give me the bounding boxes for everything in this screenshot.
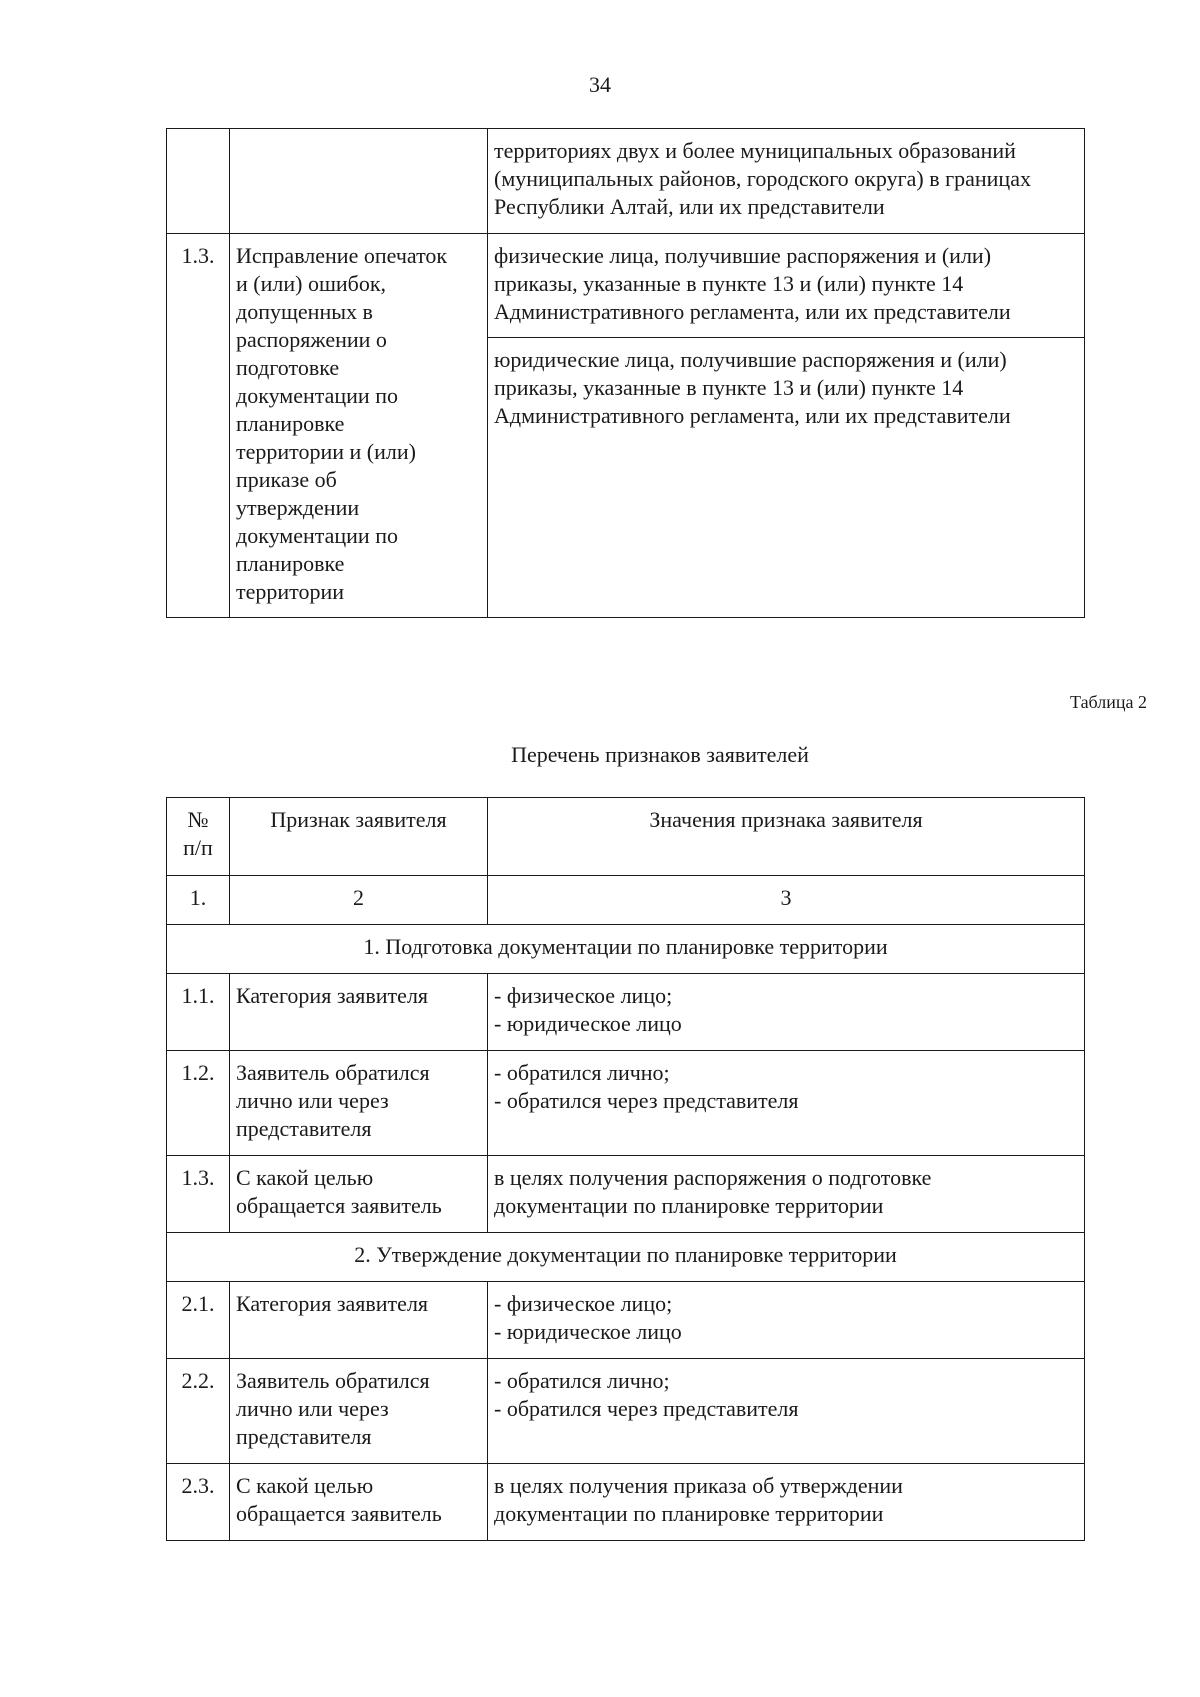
row-value: - физическое лицо; - юридическое лицо (488, 974, 1085, 1051)
table-label: Таблица 2 (1070, 692, 1147, 712)
row-number: 2.2. (167, 1359, 230, 1464)
section-row (167, 925, 1085, 974)
row-number (167, 129, 230, 234)
row-value: в целях получения распоряжения о подготовке документации по планировке территории (488, 1156, 1085, 1233)
row-value: территориях двух и более муниципальных образований (муниципальных районов, городского округа) в границах Республики Алтай, или их представители (488, 129, 1085, 234)
row-number: 1.1. (167, 974, 230, 1051)
page-number: 34 (589, 72, 611, 97)
continuation-table (166, 128, 1085, 618)
row-number: 1.3. (167, 1156, 230, 1233)
header-name: Признак заявителя (230, 798, 488, 876)
row-name: Категория заявителя (230, 974, 488, 1051)
section-title: 2. Утверждение документации по планировке территории (167, 1233, 1085, 1282)
section-title: 1. Подготовка документации по планировке территории (167, 925, 1085, 974)
table-row (167, 974, 1085, 1051)
row-name: Заявитель обратился лично или через представителя (230, 1051, 488, 1156)
table-row (167, 129, 1085, 234)
header-value: Значения признака заявителя (488, 798, 1085, 876)
row-value: - обратился лично; - обратился через представителя (488, 1359, 1085, 1464)
table-row (167, 234, 1085, 338)
table-row (167, 1282, 1085, 1359)
row-number: 2.1. (167, 1282, 230, 1359)
row-name: С какой целью обращается заявитель (230, 1464, 488, 1541)
row-name: Исправление опечаток и (или) ошибок, допущенных в распоряжении о подготовке документации по планировке территории и (или) приказе об утверждении документации по планировке территории (230, 234, 488, 618)
row-value: - обратился лично; - обратился через представителя (488, 1051, 1085, 1156)
row-value: юридические лица, получившие распоряжения и (или) приказы, указанные в пункте 13 и (или) пункте 14 Административного регламента, или их представители (488, 338, 1085, 618)
table-row (167, 1359, 1085, 1464)
table-title: Перечень признаков заявителей (511, 742, 809, 767)
row-value: физические лица, получившие распоряжения и (или) приказы, указанные в пункте 13 и (или) пункте 14 Административного регламента, или их представители (488, 234, 1085, 338)
row-name: Категория заявителя (230, 1282, 488, 1359)
table-row (167, 1464, 1085, 1541)
row-value: - физическое лицо; - юридическое лицо (488, 1282, 1085, 1359)
column-numbers-row (167, 876, 1085, 925)
row-name: С какой целью обращается заявитель (230, 1156, 488, 1233)
applicant-attributes-table (166, 797, 1085, 1541)
row-name: Заявитель обратился лично или через представителя (230, 1359, 488, 1464)
table-header-row (167, 798, 1085, 876)
table-row (167, 1051, 1085, 1156)
col-number-1: 1. (167, 876, 230, 925)
col-number-2: 2 (230, 876, 488, 925)
row-number: 2.3. (167, 1464, 230, 1541)
row-value: в целях получения приказа об утверждении документации по планировке территории (488, 1464, 1085, 1541)
col-number-3: 3 (488, 876, 1085, 925)
row-number: 1.2. (167, 1051, 230, 1156)
header-num: № п/п (167, 798, 230, 876)
table-row (167, 1156, 1085, 1233)
row-number: 1.3. (167, 234, 230, 618)
row-name (230, 129, 488, 234)
section-row (167, 1233, 1085, 1282)
